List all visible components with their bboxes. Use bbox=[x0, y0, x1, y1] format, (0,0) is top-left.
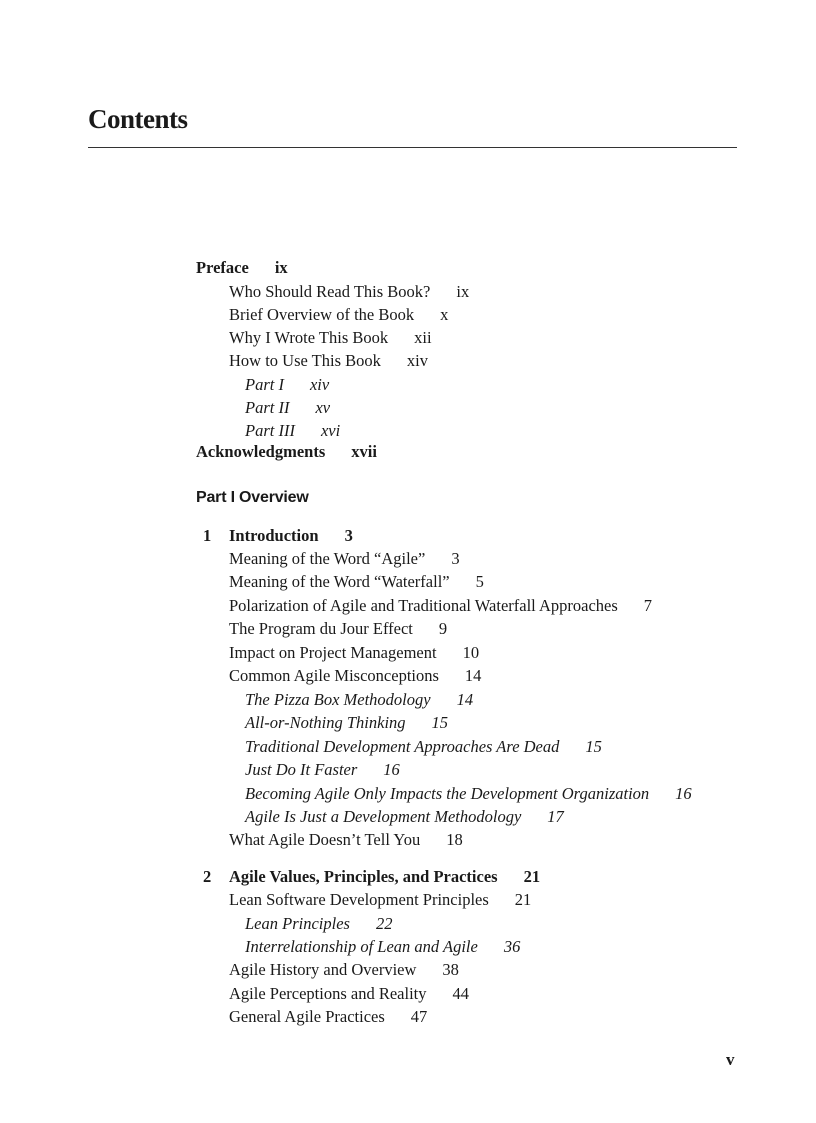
toc-entry-title: Lean Software Development Principles bbox=[229, 890, 489, 909]
toc-entry-title: How to Use This Book bbox=[229, 351, 381, 370]
toc-entry-page: 38 bbox=[442, 960, 459, 979]
toc-entry-title: Meaning of the Word “Agile” bbox=[229, 549, 426, 568]
toc-entry-page: 7 bbox=[643, 596, 653, 615]
toc-entry[interactable] bbox=[196, 258, 288, 278]
toc-entry-title: Becoming Agile Only Impacts the Development Organization bbox=[245, 784, 650, 803]
toc-entry-page: 18 bbox=[446, 830, 463, 849]
toc-entry-title: The Pizza Box Methodology bbox=[245, 690, 431, 709]
toc-entry[interactable] bbox=[245, 914, 392, 934]
chapter-entry[interactable] bbox=[203, 867, 540, 887]
toc-entry-page: 47 bbox=[410, 1007, 428, 1026]
toc-entry[interactable] bbox=[245, 784, 692, 804]
contents-heading: Contents bbox=[88, 104, 188, 134]
toc-entry-page: 14 bbox=[464, 666, 482, 685]
toc-entry-title: What Agile Doesn’t Tell You bbox=[229, 830, 421, 849]
toc-entry[interactable] bbox=[229, 305, 448, 325]
toc-entry-title: Brief Overview of the Book bbox=[229, 305, 415, 324]
toc-entry-title: Polarization of Agile and Traditional Waterfall Approaches bbox=[229, 596, 618, 615]
toc-entry-page: 36 bbox=[503, 937, 521, 956]
toc-entry-page: 9 bbox=[438, 619, 448, 638]
toc-entry[interactable] bbox=[245, 398, 330, 418]
chapter-title: Introduction bbox=[229, 526, 319, 545]
toc-entry-page: xvii bbox=[351, 442, 377, 461]
toc-entry[interactable] bbox=[196, 442, 377, 462]
toc-entry-page: 10 bbox=[462, 643, 480, 662]
chapter-page: 3 bbox=[344, 526, 353, 545]
part-heading: Part I Overview bbox=[196, 489, 309, 506]
toc-entry-page: xv bbox=[315, 398, 331, 417]
toc-entry[interactable] bbox=[245, 713, 448, 733]
toc-entry-page: 3 bbox=[451, 549, 460, 568]
toc-entry-title: Traditional Development Approaches Are Dead bbox=[245, 737, 560, 756]
toc-entry-title: Part III bbox=[245, 421, 295, 440]
toc-entry[interactable] bbox=[229, 572, 484, 592]
toc-entry[interactable] bbox=[229, 619, 447, 639]
toc-entry[interactable] bbox=[229, 1007, 427, 1027]
toc-entry-title: All-or-Nothing Thinking bbox=[245, 713, 406, 732]
toc-entry-title: Common Agile Misconceptions bbox=[229, 666, 439, 685]
toc-entry-page: 15 bbox=[431, 713, 449, 732]
toc-entry[interactable] bbox=[229, 351, 428, 371]
toc-entry-title: Acknowledgments bbox=[196, 442, 326, 461]
toc-entry-title: Why I Wrote This Book bbox=[229, 328, 389, 347]
page-number: v bbox=[726, 1050, 735, 1069]
toc-entry-page: xii bbox=[414, 328, 432, 347]
toc-entry[interactable] bbox=[229, 282, 469, 302]
toc-entry-page: 16 bbox=[675, 784, 692, 803]
toc-entry-page: 14 bbox=[456, 690, 474, 709]
toc-entry-title: The Program du Jour Effect bbox=[229, 619, 413, 638]
toc-entry[interactable] bbox=[229, 830, 463, 850]
toc-entry-title: Just Do It Faster bbox=[245, 760, 358, 779]
toc-entry-page: xiv bbox=[309, 375, 330, 394]
toc-entry[interactable] bbox=[229, 890, 531, 910]
toc-entry-page: 21 bbox=[514, 890, 532, 909]
toc-entry-page: 22 bbox=[375, 914, 393, 933]
toc-entry[interactable] bbox=[245, 807, 564, 827]
toc-entry-title: General Agile Practices bbox=[229, 1007, 385, 1026]
toc-entry-title: Agile Perceptions and Reality bbox=[229, 984, 427, 1003]
toc-entry-title: Meaning of the Word “Waterfall” bbox=[229, 572, 450, 591]
toc-entry-title: Agile History and Overview bbox=[229, 960, 417, 979]
toc-entry-title: Who Should Read This Book? bbox=[229, 282, 431, 301]
toc-entry[interactable] bbox=[229, 549, 460, 569]
toc-entry[interactable] bbox=[245, 375, 329, 395]
toc-entry-title: Lean Principles bbox=[245, 914, 350, 933]
chapter-page: 21 bbox=[523, 867, 541, 886]
toc-entry[interactable] bbox=[229, 666, 481, 686]
toc-entry[interactable] bbox=[229, 328, 432, 348]
toc-entry-page: ix bbox=[274, 258, 288, 277]
chapter-number: 1 bbox=[203, 526, 212, 545]
toc-entry[interactable] bbox=[245, 737, 602, 757]
toc-entry-title: Preface bbox=[196, 258, 249, 277]
toc-entry-title: Agile Is Just a Development Methodology bbox=[245, 807, 522, 826]
toc-entry-title: Impact on Project Management bbox=[229, 643, 437, 662]
toc-entry-page: 44 bbox=[452, 984, 469, 1003]
toc-entry[interactable] bbox=[229, 960, 459, 980]
toc-entry-page: ix bbox=[456, 282, 470, 301]
toc-entry-page: x bbox=[440, 305, 449, 324]
toc-entry-page: xvi bbox=[320, 421, 341, 440]
toc-entry[interactable] bbox=[245, 690, 473, 710]
toc-entry[interactable] bbox=[245, 421, 340, 441]
toc-entry[interactable] bbox=[245, 760, 400, 780]
toc-entry-page: 17 bbox=[547, 807, 564, 826]
toc-entry-page: 15 bbox=[585, 737, 602, 756]
chapter-number: 2 bbox=[203, 867, 212, 886]
chapter-title: Agile Values, Principles, and Practices bbox=[229, 867, 498, 886]
toc-entry[interactable] bbox=[229, 596, 652, 616]
toc-entry-page: 16 bbox=[383, 760, 400, 779]
toc-entry-page: 5 bbox=[475, 572, 484, 591]
toc-entry-page: xiv bbox=[406, 351, 428, 370]
toc-entry[interactable] bbox=[229, 643, 479, 663]
toc-entry-title: Part I bbox=[245, 375, 284, 394]
toc-entry-title: Interrelationship of Lean and Agile bbox=[245, 937, 478, 956]
toc-entry-title: Part II bbox=[245, 398, 290, 417]
chapter-entry[interactable] bbox=[203, 526, 353, 546]
toc-entry[interactable] bbox=[245, 937, 520, 957]
toc-entry[interactable] bbox=[229, 984, 469, 1004]
